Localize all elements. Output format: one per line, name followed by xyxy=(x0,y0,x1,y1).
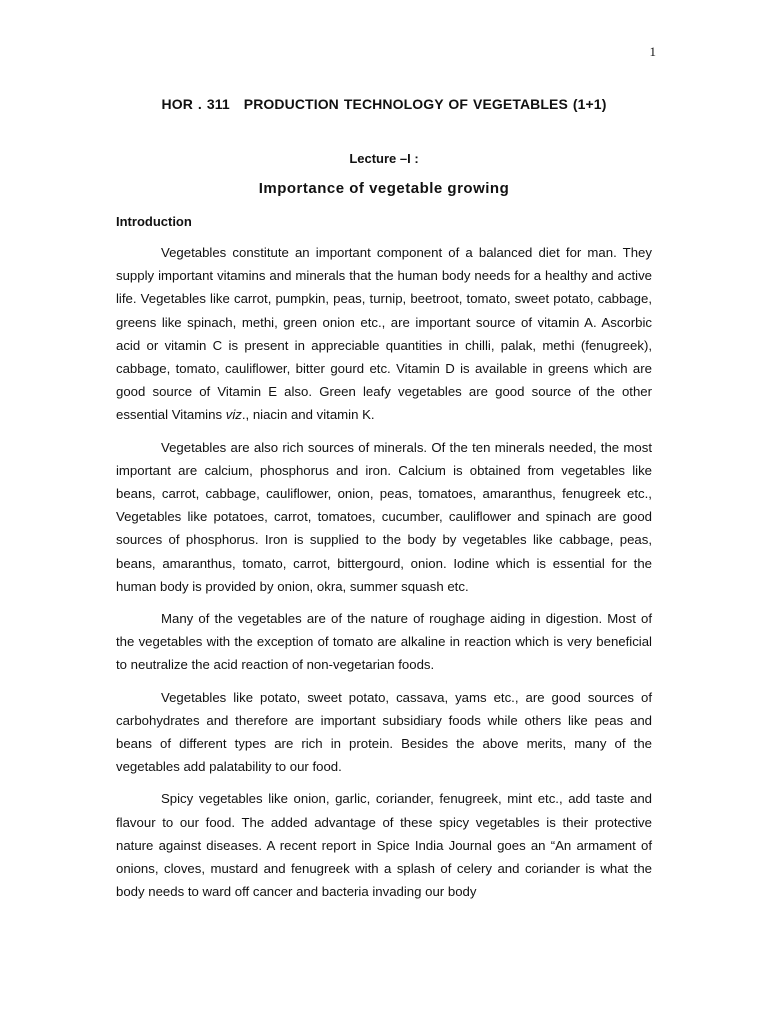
text-line: most important are calcium, phosphorus and iron. Calcium is obtained from xyxy=(116,439,652,478)
text-line: important source of vitamin A. Ascorbic acid or vitamin C is present in appreciable xyxy=(116,314,652,353)
text-line: bittergourd, onion. Iodine which is essential for the human body is provided by onion, xyxy=(116,555,653,594)
text-line: the vegetables add palatability to our food. xyxy=(116,736,652,775)
text-line: and vitamin K. xyxy=(290,407,375,423)
text-line: Vegetables are also rich sources of minerals. Of the ten minerals needed, the xyxy=(161,439,620,455)
text-line: Vegetables constitute an important component of a balanced diet for man. xyxy=(161,245,617,260)
text-line: and flavour to our food. The added advantage of these spicy vegetables is their xyxy=(116,791,652,830)
paragraph-minerals xyxy=(116,436,652,598)
paragraph-roughage xyxy=(116,607,652,677)
course-title xyxy=(116,96,652,112)
section-heading: Introduction xyxy=(116,214,192,229)
text-line: okra, summer squash etc. xyxy=(316,578,469,594)
page-number: 1 xyxy=(649,44,656,59)
text-line: amaranthus, fenugreek etc., Vegetables like potatoes, carrot, tomatoes, cucumber, xyxy=(116,486,652,525)
text-line: quantities in chilli, palak, methi (fenugreek), cabbage, tomato, cauliflower, bitter gourd xyxy=(116,337,652,377)
text-line: Vegetables like potato, sweet potato, cassava, yams etc., are good sources of xyxy=(161,689,652,705)
paragraph-spices xyxy=(116,787,652,903)
course-code: HOR . 311 xyxy=(161,96,230,112)
text-line: very beneficial to neutralize the acid reaction of non-vegetarian foods. xyxy=(116,634,652,673)
text-line: cauliflower and spinach are good sources of phosphorus. Iron is supplied to the xyxy=(116,509,653,548)
text-line: “An armament of onions, cloves, mustard and fenugreek with a splash of celery and xyxy=(116,837,652,877)
text-line: tomato, sweet potato, cabbage, greens like spinach, methi, green onion etc., are xyxy=(116,291,652,330)
text-line: and beans of different types are rich in protein. Besides the above merits, many of xyxy=(116,712,652,752)
text-line: vegetables like beans, carrot, cabbage, cauliflower, onion, peas, tomatoes, xyxy=(116,462,653,502)
paragraph-vitamins xyxy=(116,241,652,427)
text-line: healthy and active life. Vegetables like carrot, pumpkin, peas, turnip, beetroot, xyxy=(116,268,652,307)
text-line: Green leafy vegetables are good source of the other essential Vitamins viz., niacin xyxy=(116,384,653,423)
lecture-title: Importance of vegetable growing xyxy=(258,180,510,197)
text-line: carbohydrates and therefore are important subsidiary foods while others like peas xyxy=(116,712,624,728)
text-line: body by vegetables like cabbage, peas, beans, amaranthus, tomato, carrot, xyxy=(116,532,653,571)
course-name: PRODUCTION TECHNOLOGY OF VEGETABLES (1+1) xyxy=(243,96,607,112)
body-text xyxy=(116,241,652,912)
text-line: They supply important vitamins and minerals that the human body needs for a xyxy=(116,245,652,284)
text-line: coriander is what the body needs to ward off cancer and bacteria invading our body xyxy=(116,861,652,900)
text-line: etc. Vitamin D is available in greens which are good source of Vitamin E also. xyxy=(116,361,652,400)
text-line: Most of the vegetables with the exception of tomato are alkaline in reaction which is xyxy=(116,611,652,650)
text-line: Spicy vegetables like onion, garlic, coriander, fenugreek, mint etc., add taste xyxy=(161,791,625,807)
paragraph-carbohydrates xyxy=(116,686,652,779)
text-line: protective nature against diseases. A recent report in Spice India Journal goes an xyxy=(116,814,652,853)
lecture-number: Lecture –I : xyxy=(349,151,419,166)
text-line: Many of the vegetables are of the nature of roughage aiding in digestion. xyxy=(161,611,603,627)
